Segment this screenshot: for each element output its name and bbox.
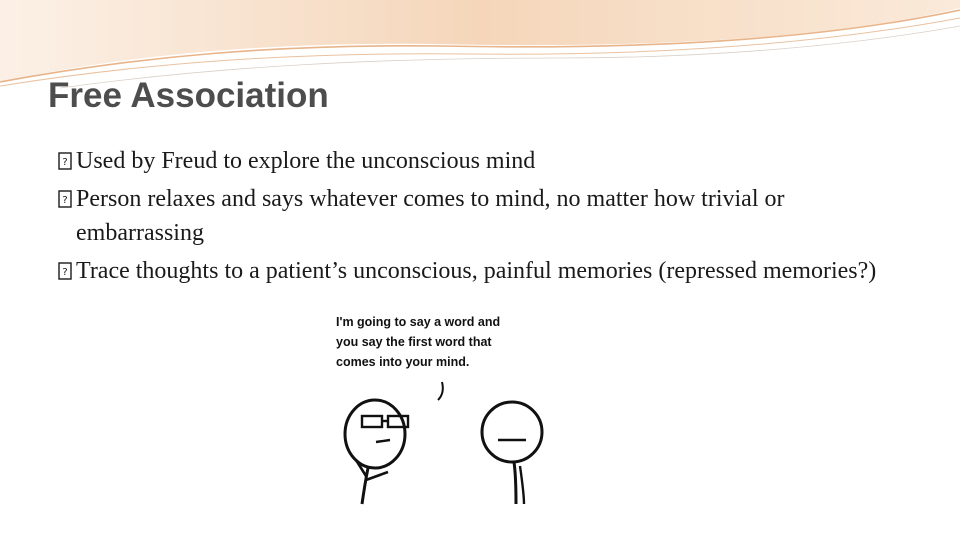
missing-glyph-box-icon: [58, 152, 72, 170]
missing-glyph-box-icon: [58, 262, 72, 280]
bullet-item: [58, 254, 918, 288]
cartoon-image: [330, 308, 560, 508]
speech-line: I'm going to say a word and: [336, 315, 501, 329]
svg-text:?: ?: [62, 195, 68, 206]
bullet-list: [58, 144, 918, 292]
slide-title: Free Association: [48, 76, 329, 115]
bullet-text: Trace thoughts to a patient’s unconscious, painful memories (repressed memories?): [76, 258, 877, 284]
speech-bubble-text: [336, 312, 556, 372]
svg-text:?: ?: [62, 267, 68, 278]
bullet-text: Person relaxes and says whatever comes to mind, no matter how trivial or embarrassing: [76, 186, 785, 246]
speech-line: comes into your mind.: [336, 355, 470, 369]
missing-glyph-box-icon: [58, 190, 72, 208]
svg-text:?: ?: [62, 157, 68, 168]
speech-line: you say the first word that: [336, 335, 492, 349]
bullet-item: [58, 144, 918, 178]
bullet-item: [58, 182, 918, 250]
bullet-text: Used by Freud to explore the unconscious mind: [76, 148, 536, 174]
